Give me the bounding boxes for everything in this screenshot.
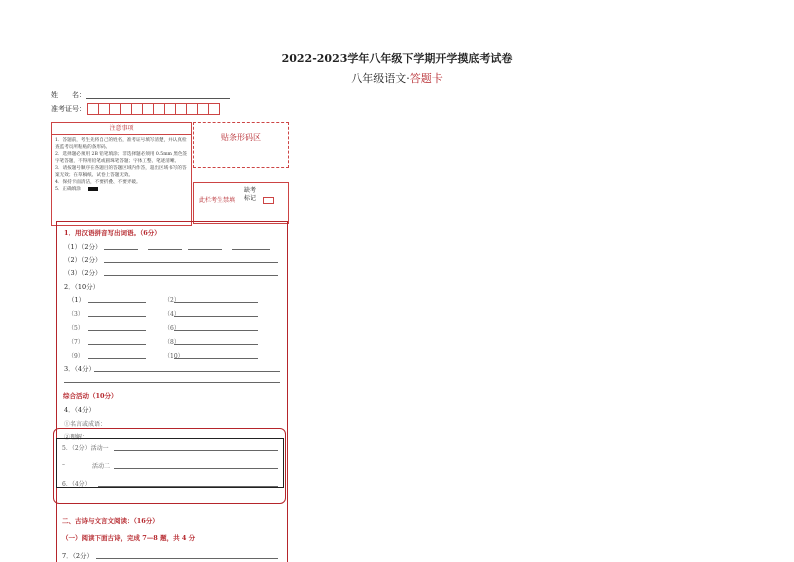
answer-line[interactable] [174,330,258,331]
q2-item-label: （9） [68,353,84,360]
question-3-label: 3．（4分） [64,365,96,373]
answer-line[interactable] [114,468,278,469]
barcode-label: 贴条形码区 [221,133,261,142]
question-4b-label: ②理解： [64,434,89,441]
answer-line[interactable] [232,249,270,250]
name-field[interactable] [86,98,230,99]
q2-item-label: （5） [68,325,84,332]
question-7-label: 7．（2分） [62,552,94,560]
notice-item: 1．答题前，考生先将自己的姓名，准考证号填写清楚，并认真检查监考员所粘贴的条形码。 [55,138,187,150]
answer-line[interactable] [88,358,146,359]
answer-line[interactable] [104,262,278,263]
question-1-3-label: （3）（2分） [64,269,102,277]
subtitle-separator: · [406,72,410,85]
absent-box [193,182,289,224]
exam-id-boxes[interactable] [88,103,220,115]
q2-item-label: （3） [68,311,84,318]
question-1-heading: 1．用汉语拼音写出词语。（6分） [64,229,161,237]
notice-item: 2．选择题必须用 2B 铅笔填涂；非选择题必须用 0.5mm 黑色签字笔答题，不得用铅笔或圆珠笔答题；字体工整、笔迹清晰。 [55,152,188,164]
q2-item-label: （1） [68,296,86,304]
absent-label [244,187,256,203]
question-1-2-label: （2）（2分） [64,256,102,264]
q2-item-label: （4） [164,311,180,318]
dash-mark: – [62,461,65,468]
question-4-label: 4．（4分） [64,406,96,414]
subject-label: 八年级语文 [351,72,407,85]
exam-id-label: 准考证号： [51,105,86,113]
notice-body [52,135,191,195]
answer-line[interactable] [88,316,146,317]
absent-note: 此栏考生禁填 [199,197,236,204]
question-1-1-label: （1）（2分） [64,243,102,251]
section-2-heading: 二、古诗与文言文阅读：（16分） [62,517,159,525]
question-6-label: 6．（4分） [62,481,91,488]
answer-line[interactable] [88,302,146,303]
notice-item [55,186,188,193]
notice-item-label: 5．正确填涂 [55,187,81,192]
q2-item-label: （10） [164,353,184,360]
answer-line[interactable] [88,330,146,331]
barcode-area [193,122,289,168]
notice-box [51,122,192,226]
answer-line[interactable] [188,249,222,250]
absent-checkbox[interactable] [263,197,274,204]
notice-item: 3．请按题号顺序在各题目的答题区域内作答，超出区域书写的答案无效；在草稿纸、试卷上答题无效。 [55,166,187,178]
answer-line[interactable] [114,450,278,451]
answer-line[interactable] [174,302,258,303]
answer-line[interactable] [96,558,278,559]
exam-title: 2022-2023学年八年级下学期开学摸底考试卷 [281,52,513,65]
question-5-label: 5．（2分）活动一 [62,445,109,452]
answer-line[interactable] [88,344,146,345]
q2-item-label: （6） [164,325,180,332]
answer-line[interactable] [174,358,258,359]
activity-heading: 综合活动（10分） [63,392,118,400]
q2-item-label: （8） [164,339,180,346]
answer-line[interactable] [174,316,258,317]
name-label: 姓 名： [51,91,86,99]
question-5b-label: 活动二 [92,463,111,470]
q2-item-label: （7） [68,339,84,346]
id-digit-box[interactable] [208,103,220,115]
absent-label-line2: 标记 [244,195,257,202]
answer-line[interactable] [64,382,280,383]
question-2-label: 2．（10分） [64,283,100,291]
section-2-part1-heading: （一）阅读下面古诗，完成 7—8 题，共 4 分 [62,534,196,542]
filled-mark-icon [88,187,98,191]
answer-line[interactable] [174,344,258,345]
answer-line[interactable] [148,249,182,250]
notice-item: 4．保持卡面清洁，不要折叠、不要弄破。 [55,180,141,185]
answer-line[interactable] [98,486,278,487]
answer-sheet-label: 答题卡 [409,72,443,85]
answer-line[interactable] [94,371,280,372]
answer-line[interactable] [104,275,278,276]
absent-label-line1: 缺考 [244,187,257,194]
question-4a-label: ①名言或成语： [64,421,107,428]
q2-item-label: （2） [164,297,180,304]
notice-heading: 注意事项 [52,123,191,135]
answer-line[interactable] [104,249,138,250]
exam-subtitle [0,70,794,86]
